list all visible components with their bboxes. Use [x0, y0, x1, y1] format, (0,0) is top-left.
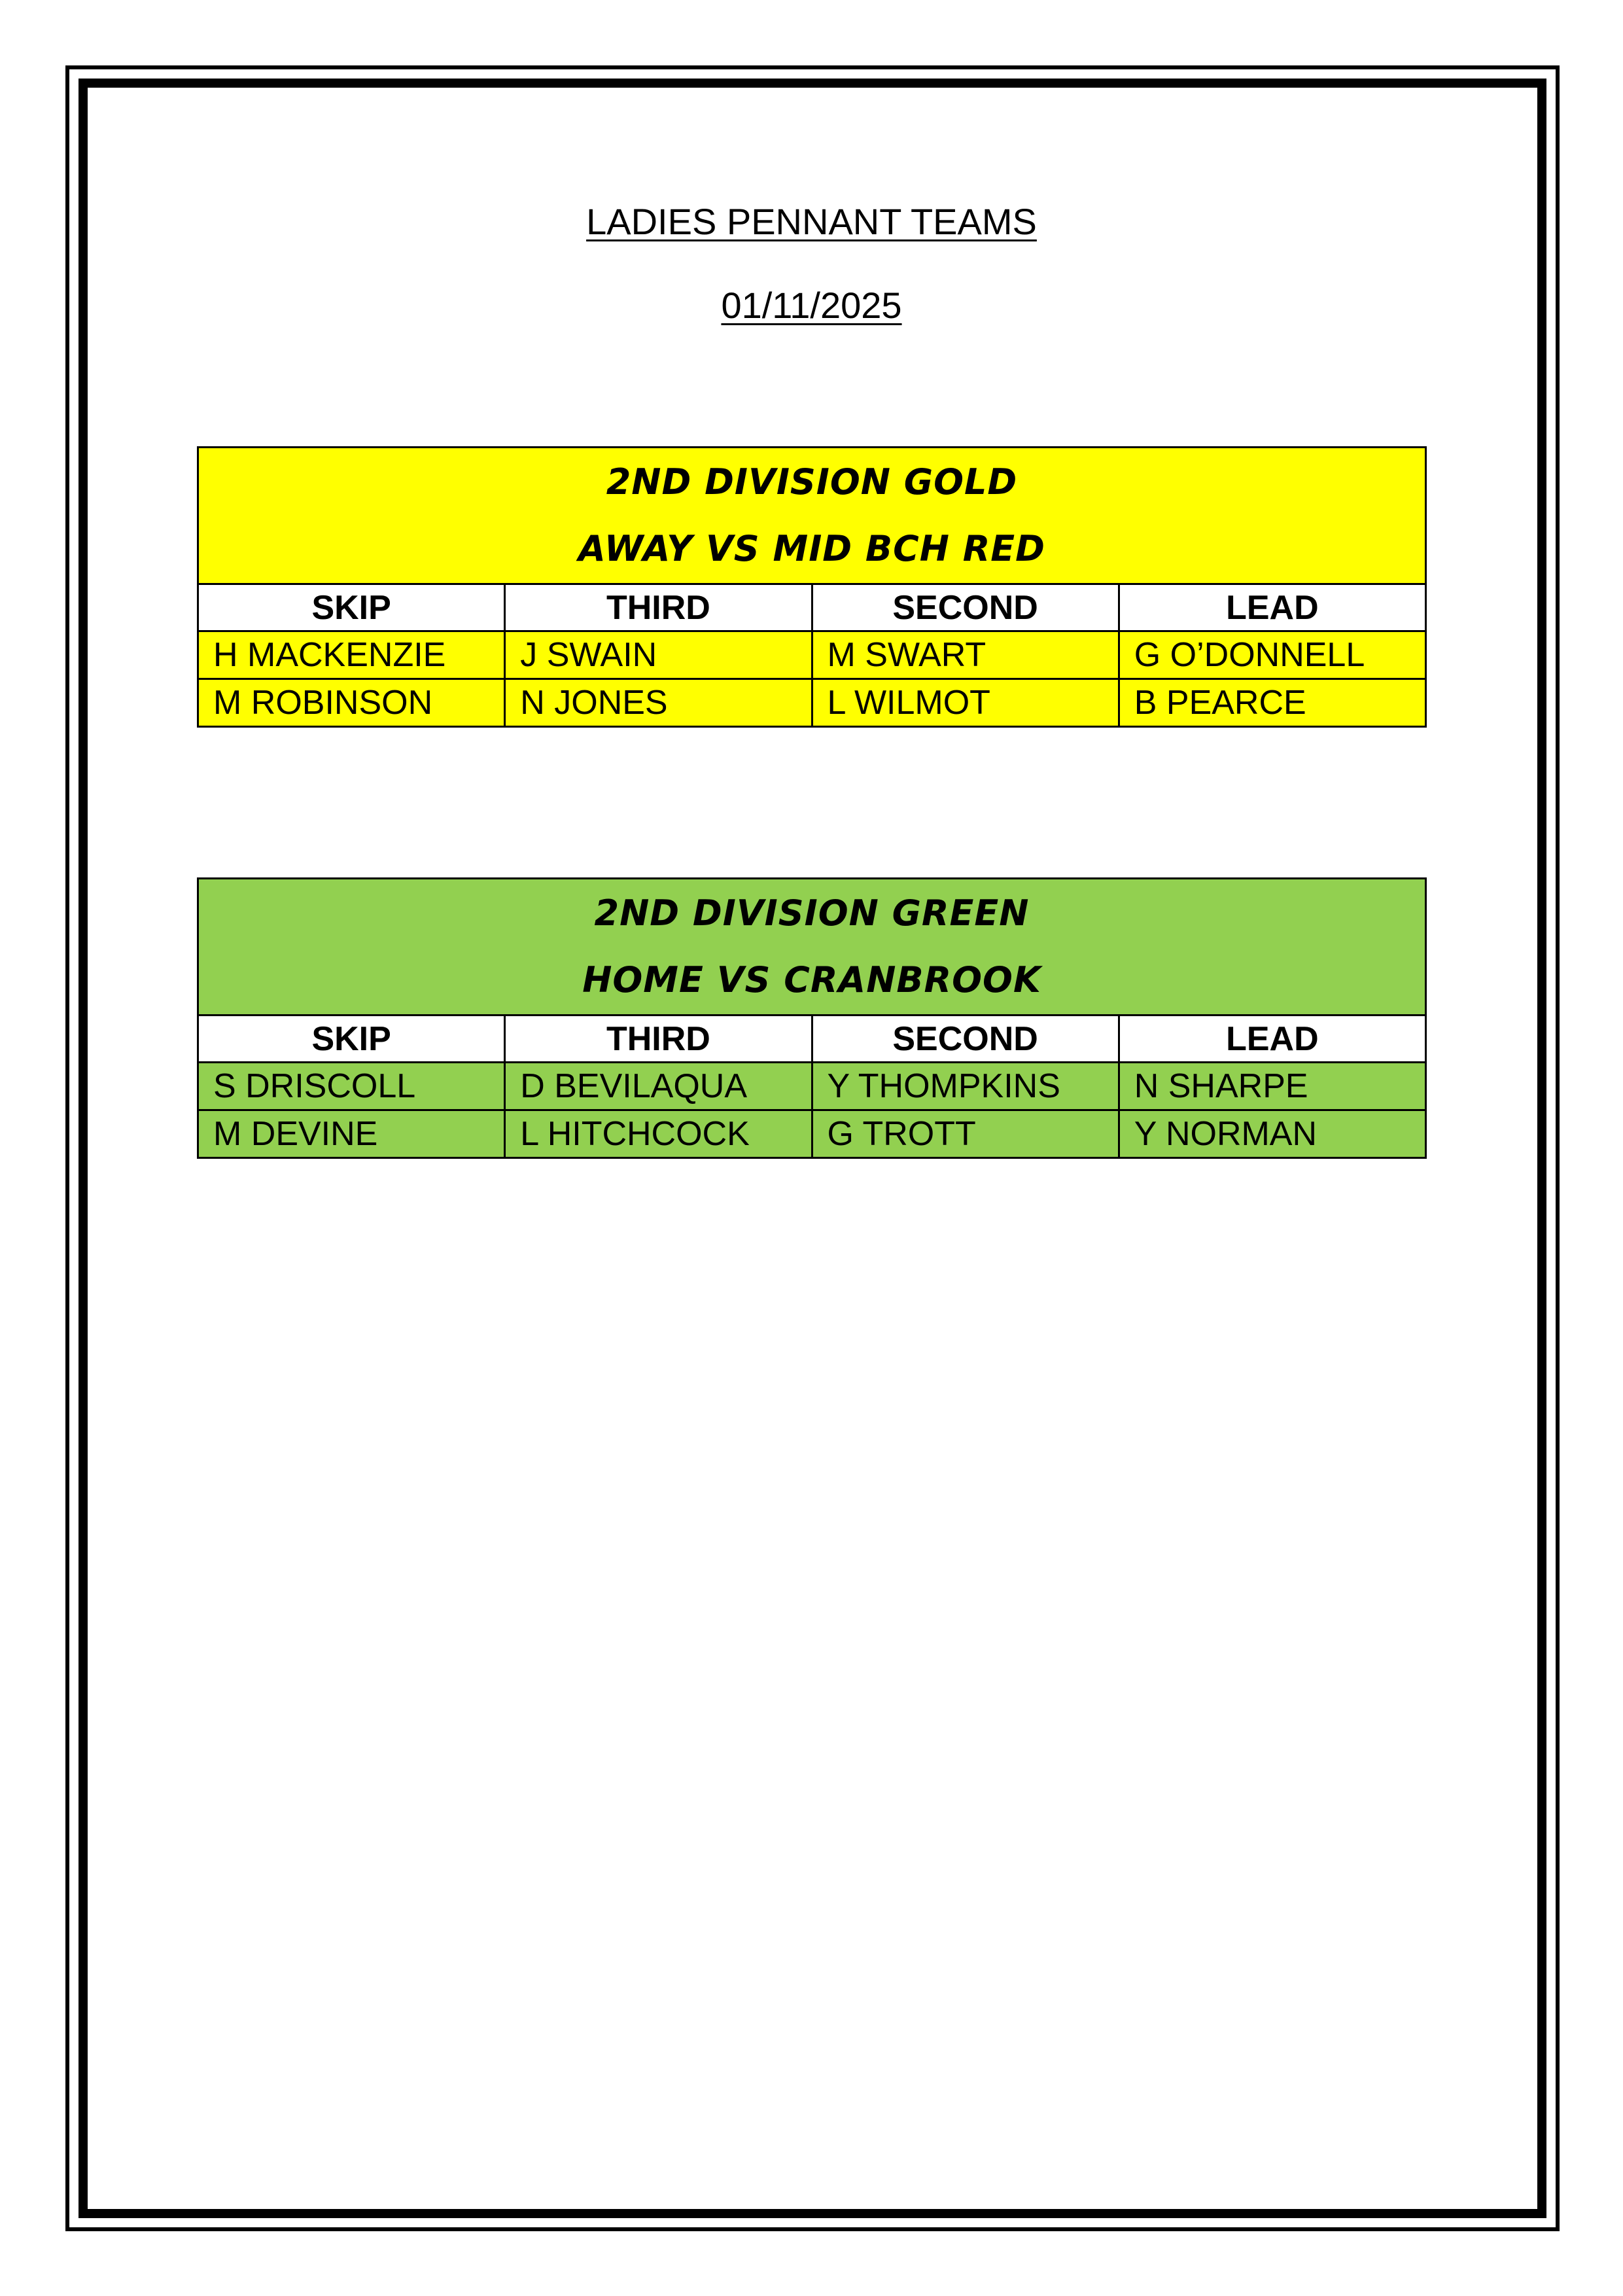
- division-name: 2ND DIVISION GREEN: [594, 892, 1030, 934]
- column-header-second: SECOND: [812, 584, 1119, 631]
- player-skip: H MACKENZIE: [198, 631, 505, 679]
- player-third: J SWAIN: [505, 631, 812, 679]
- division-header-row: [198, 448, 1426, 584]
- player-second: L WILMOT: [812, 679, 1119, 727]
- player-skip: M ROBINSON: [198, 679, 505, 727]
- player-third: D BEVILAQUA: [505, 1063, 812, 1110]
- player-lead: Y NORMAN: [1119, 1110, 1425, 1158]
- table-row: [198, 679, 1426, 727]
- column-header-lead: LEAD: [1119, 584, 1425, 631]
- column-header-third: THIRD: [505, 1016, 812, 1063]
- column-header-skip: SKIP: [198, 584, 505, 631]
- column-header-row: [198, 584, 1426, 631]
- player-lead: N SHARPE: [1119, 1063, 1425, 1110]
- table-row: [198, 1063, 1426, 1110]
- division-table-green: [197, 877, 1427, 1159]
- column-header-skip: SKIP: [198, 1016, 505, 1063]
- player-skip: M DEVINE: [198, 1110, 505, 1158]
- table-row: [198, 1110, 1426, 1158]
- division-table-gold: [197, 446, 1427, 728]
- player-third: L HITCHCOCK: [505, 1110, 812, 1158]
- player-second: M SWART: [812, 631, 1119, 679]
- player-second: Y THOMPKINS: [812, 1063, 1119, 1110]
- player-lead: G O’DONNELL: [1119, 631, 1425, 679]
- table-row: [198, 631, 1426, 679]
- column-header-row: [198, 1016, 1426, 1063]
- column-header-second: SECOND: [812, 1016, 1119, 1063]
- division-header-row: [198, 879, 1426, 1016]
- player-second: G TROTT: [812, 1110, 1119, 1158]
- column-header-lead: LEAD: [1119, 1016, 1425, 1063]
- player-skip: S DRISCOLL: [198, 1063, 505, 1110]
- division-header: [198, 879, 1426, 1016]
- division-header: [198, 448, 1426, 584]
- page-date: 01/11/2025: [721, 285, 902, 326]
- player-lead: B PEARCE: [1119, 679, 1425, 727]
- player-third: N JONES: [505, 679, 812, 727]
- division-match: AWAY VS MID BCH RED: [578, 528, 1045, 569]
- division-name: 2ND DIVISION GOLD: [606, 461, 1018, 503]
- page-title: LADIES PENNANT TEAMS: [586, 201, 1037, 242]
- division-match: HOME VS CRANBROOK: [582, 959, 1041, 1000]
- column-header-third: THIRD: [505, 584, 812, 631]
